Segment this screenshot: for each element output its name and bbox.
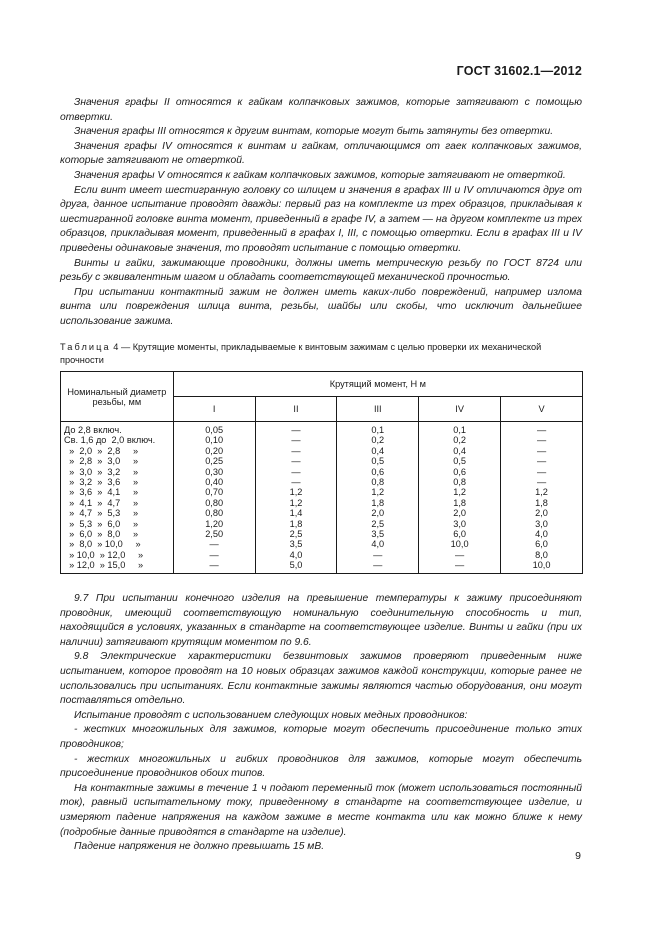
torque-cell: 2,5 [337,519,419,529]
torque-cell: — [501,446,583,456]
paragraph: Испытание проводят с использованием следующих новых медных проводников: [74,709,468,721]
table-row [61,519,583,529]
torque-cell: 2,5 [255,529,337,539]
paragraph: 9.8 Электрические характеристики безвинтовых зажимов проверяют приведенным ниже испытанием, которое проводят на 10 новых образцах зажимов каждой конструкции, которые ранее не использовались при испытаниях. Если контактные зажимы являются частью оборудования, они могут поставляться отдельно. [60,651,582,707]
torque-cell: — [501,456,583,466]
table-row [61,560,583,573]
torque-cell: 0,25 [173,456,255,466]
torque-cell: 1,8 [419,498,501,508]
subcolumn-header: IV [419,397,501,422]
table-row [61,435,583,445]
torque-cell: — [255,422,337,436]
torque-cell: 0,1 [337,422,419,436]
table-row [61,477,583,487]
diameter-cell: » 3,6 » 4,1 » [61,487,174,497]
torque-cell: 10,0 [501,560,583,573]
torque-cell: 10,0 [419,539,501,549]
table-caption-text: 4 — Крутящие моменты, прикладываемые к винтовым зажимам с целью проверки их механической прочности [60,342,542,365]
document-header: ГОСТ 31602.1—2012 [456,64,582,78]
torque-cell: 0,4 [337,446,419,456]
torque-cell: 1,2 [255,487,337,497]
torque-cell: 1,2 [501,487,583,497]
diameter-cell: » 10,0 » 12,0 » [61,550,174,560]
torque-cell: 0,10 [173,435,255,445]
torque-cell: 0,2 [337,435,419,445]
table-row [61,508,583,518]
table-row [61,467,583,477]
torque-cell: — [337,550,419,560]
torque-cell: — [337,560,419,573]
table-row [61,529,583,539]
torque-cell: 0,20 [173,446,255,456]
torque-cell: 5,0 [255,560,337,573]
torque-cell: 0,4 [419,446,501,456]
torque-table [60,371,583,574]
torque-cell: 8,0 [501,550,583,560]
torque-cell: 0,2 [419,435,501,445]
section-text-block [60,592,582,855]
torque-cell: 3,5 [337,529,419,539]
column-header-torque: Крутящий момент, Н м [173,372,582,397]
paragraph: Значения графы II относятся к гайкам колпачковых зажимов, которые затягивают с помощью отвертки. [60,97,582,123]
torque-cell: 3,0 [501,519,583,529]
torque-cell: 0,1 [419,422,501,436]
torque-cell: 1,8 [337,498,419,508]
torque-cell: — [255,456,337,466]
torque-cell: — [501,435,583,445]
table-caption-label: Таблица [60,342,111,352]
torque-cell: — [173,560,255,573]
diameter-cell: » 6,0 » 8,0 » [61,529,174,539]
diameter-cell: Св. 1,6 до 2,0 включ. [61,435,174,445]
paragraph: - жестких многожильных и гибких проводников для зажимов, которые могут обеспечить присоединение проводников обоих типов. [60,753,582,780]
torque-cell: 4,0 [501,529,583,539]
torque-cell: 4,0 [337,539,419,549]
diameter-cell: » 2,8 » 3,0 » [61,456,174,466]
paragraph: 9.7 При испытании конечного изделия на превышение температуры к зажиму присоединяют проводник, имеющий соответствующую номинальную соединительную способность и тип, находящийся в условиях, указанных в стандарте на соответствующее изделие. Винты и гайки (при их наличии) затягивают крутящим моментом по 9.6. [60,593,582,648]
diameter-cell: » 12,0 » 15,0 » [61,560,174,573]
torque-cell: 6,0 [419,529,501,539]
paragraph: Значения графы III относятся к другим винтам, которые могут быть затянуты без отвертки. [74,126,554,138]
torque-cell: 3,0 [419,519,501,529]
torque-cell: 0,05 [173,422,255,436]
torque-cell: 0,8 [419,477,501,487]
torque-cell: 2,50 [173,529,255,539]
diameter-cell: » 5,3 » 6,0 » [61,519,174,529]
paragraph: Падение напряжения не должно превышать 15 мВ. [74,841,325,853]
torque-cell: — [255,467,337,477]
torque-cell: — [419,560,501,573]
paragraph: Если винт имеет шестигранную головку со шлицем и значения в графах III и IV отличаются друг от друга, данное испытание проводят дважды: первый раз на комплекте из трех образцов, прикладывая к шестигранной головке винта момент, приведенный в графе IV, а затем — на другом комплекте из трех образцов, прикладывая момент, приведенный в графах I, III, с помощью отвертки. Если в графах III и IV приведены одинаковые значения, то проводят испытание с помощью отвертки. [60,184,582,254]
intro-text-block [60,96,582,330]
torque-cell: 1,8 [255,519,337,529]
table-row [61,456,583,466]
diameter-cell: » 8,0 » 10,0 » [61,539,174,549]
table-row [61,446,583,456]
torque-cell: — [173,539,255,549]
torque-cell: 1,2 [337,487,419,497]
torque-cell: 4,0 [255,550,337,560]
table-row [61,498,583,508]
torque-cell: — [255,477,337,487]
torque-cell: — [501,467,583,477]
torque-cell: — [501,422,583,436]
torque-cell: 0,5 [419,456,501,466]
paragraph: При испытании контактный зажим не должен иметь каких-либо повреждений, например излома винта или повреждения шлица винта, резьбы, шайбы или скобы, что исключит дальнейшее использование зажима. [60,286,582,327]
subcolumn-header: III [337,397,419,422]
torque-cell: 0,40 [173,477,255,487]
torque-cell: 2,0 [337,508,419,518]
torque-cell: 0,6 [337,467,419,477]
subcolumn-header: V [501,397,583,422]
torque-cell: — [255,446,337,456]
torque-cell: — [255,435,337,445]
torque-cell: 1,2 [419,487,501,497]
torque-cell: 6,0 [501,539,583,549]
paragraph: На контактные зажимы в течение 1 ч подают переменный ток (может использоваться постоянный ток), равный испытательному току, приведенному в стандарте на соответствующее изделие, и измеряют падение напряжения на каждом зажиме в месте контакта или как можно ближе к нему (подробные данные приводятся в стандарте на изделие). [60,782,582,838]
paragraph: - жестких многожильных для зажимов, которые могут обеспечить присоединение только этих проводников; [60,724,582,750]
table-row [61,422,583,436]
paragraph: Значения графы V относятся к гайкам колпачковых зажимов, которые затягивают не отверткой. [74,169,566,181]
column-header-diameter: Номинальный диаметр резьбы, мм [61,372,174,422]
table-row [61,487,583,497]
diameter-cell: » 2,0 » 2,8 » [61,446,174,456]
torque-cell: — [501,477,583,487]
paragraph: Значения графы IV относятся к винтам и гайкам, отличающимся от гаек колпачковых зажимов, которые затягивают не отверткой. [60,140,582,167]
torque-cell: 0,8 [337,477,419,487]
table-row [61,539,583,549]
torque-cell: 0,5 [337,456,419,466]
diameter-cell: » 3,0 » 3,2 » [61,467,174,477]
torque-cell: 1,20 [173,519,255,529]
torque-cell: 3,5 [255,539,337,549]
subcolumn-header: I [173,397,255,422]
torque-cell: — [173,550,255,560]
paragraph: Винты и гайки, зажимающие проводники, должны иметь метрическую резьбу по ГОСТ 8724 или резьбу с эквивалентным шагом и обладать соответствующей механической прочностью. [60,257,582,284]
torque-cell: 0,30 [173,467,255,477]
torque-cell: 1,8 [501,498,583,508]
page-number: 9 [575,850,581,862]
diameter-cell: » 3,2 » 3,6 » [61,477,174,487]
table-caption [60,341,582,366]
torque-cell: 1,2 [255,498,337,508]
torque-cell: 2,0 [419,508,501,518]
subcolumn-header: II [255,397,337,422]
diameter-cell: » 4,1 » 4,7 » [61,498,174,508]
torque-cell: 0,80 [173,498,255,508]
torque-cell: 0,70 [173,487,255,497]
torque-cell: 0,80 [173,508,255,518]
torque-cell: 2,0 [501,508,583,518]
diameter-cell: » 4,7 » 5,3 » [61,508,174,518]
torque-cell: — [419,550,501,560]
torque-cell: 1,4 [255,508,337,518]
table-row [61,550,583,560]
diameter-cell: До 2,8 включ. [61,422,174,436]
torque-cell: 0,6 [419,467,501,477]
